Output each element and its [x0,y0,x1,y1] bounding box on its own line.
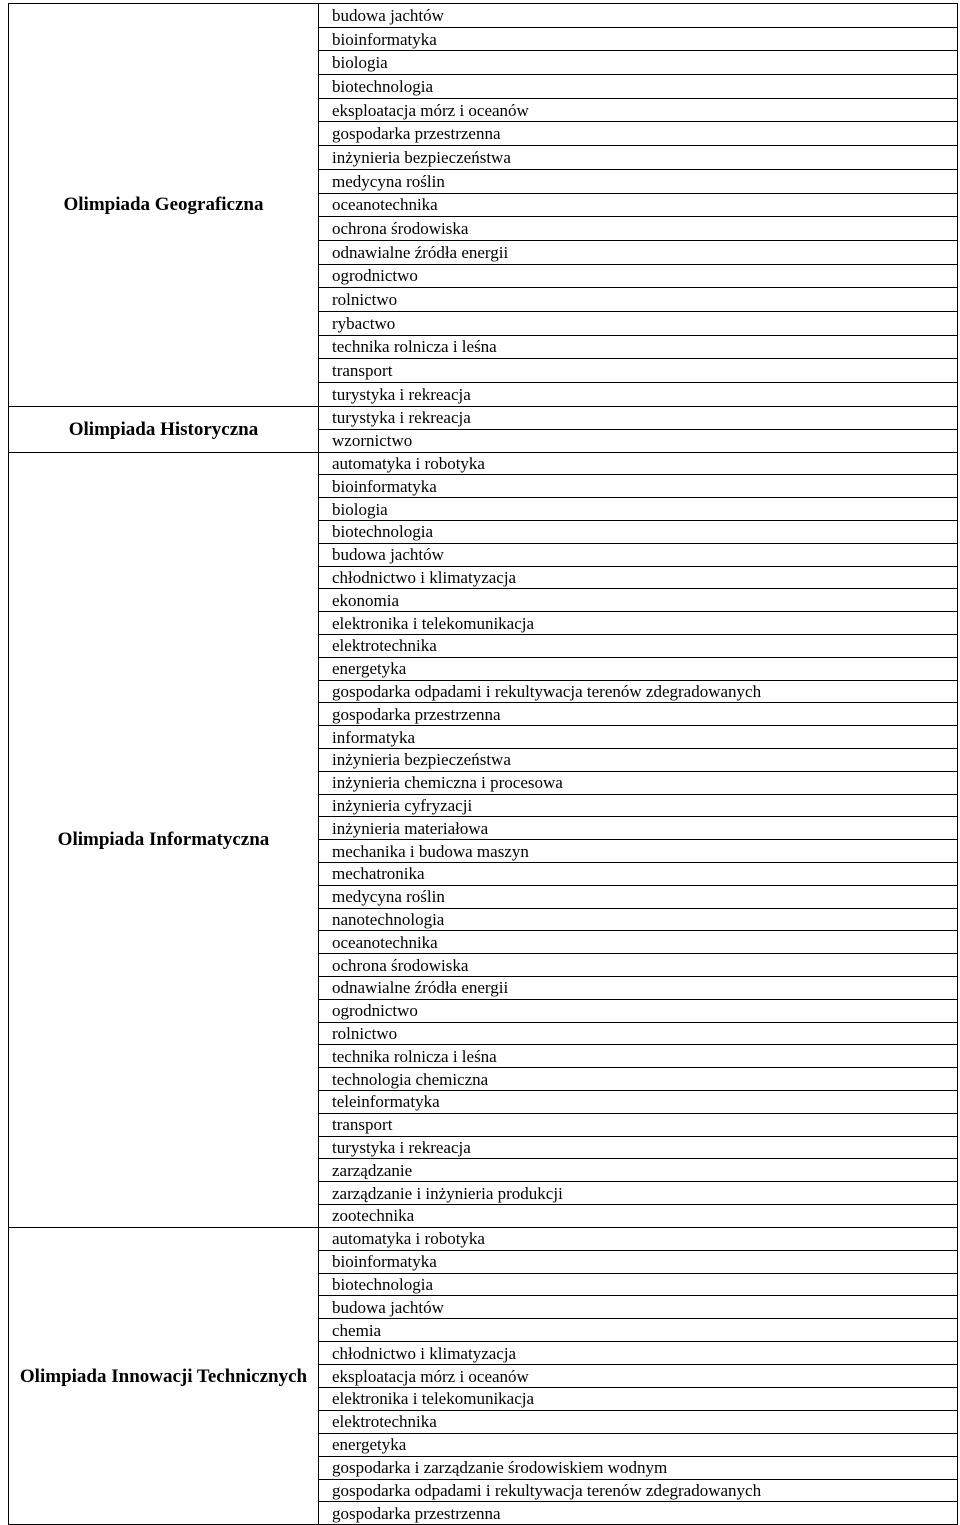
field-of-study: budowa jachtów [319,4,958,28]
field-of-study: turystyka i rekreacja [319,1136,958,1159]
field-of-study: zootechnika [319,1204,958,1227]
field-of-study: energetyka [319,1433,958,1456]
field-of-study: budowa jachtów [319,543,958,566]
field-of-study: teleinformatyka [319,1091,958,1114]
field-of-study: mechatronika [319,863,958,886]
field-of-study: odnawialne źródła energii [319,240,958,264]
field-of-study: zarządzanie i inżynieria produkcji [319,1182,958,1205]
field-of-study: bioinformatyka [319,1250,958,1273]
field-of-study: inżynieria bezpieczeństwa [319,146,958,170]
field-of-study: transport [319,1113,958,1136]
table-body [9,4,958,1525]
field-of-study: biotechnologia [319,1273,958,1296]
table-row [9,452,958,475]
table-row [9,406,958,429]
field-of-study: wzornictwo [319,429,958,452]
field-of-study: chłodnictwo i klimatyzacja [319,566,958,589]
field-of-study: chemia [319,1319,958,1342]
field-of-study: eksploatacja mórz i oceanów [319,98,958,122]
field-of-study: elektronika i telekomunikacja [319,612,958,635]
field-of-study: zarządzanie [319,1159,958,1182]
olympiad-name: Olimpiada Historyczna [9,406,319,452]
field-of-study: transport [319,359,958,383]
field-of-study: gospodarka przestrzenna [319,1502,958,1525]
field-of-study: gospodarka przestrzenna [319,122,958,146]
field-of-study: ogrodnictwo [319,999,958,1022]
field-of-study: mechanika i budowa maszyn [319,840,958,863]
field-of-study: biologia [319,51,958,75]
field-of-study: inżynieria bezpieczeństwa [319,749,958,772]
field-of-study: bioinformatyka [319,475,958,498]
field-of-study: eksploatacja mórz i oceanów [319,1365,958,1388]
field-of-study: automatyka i robotyka [319,452,958,475]
field-of-study: chłodnictwo i klimatyzacja [319,1342,958,1365]
field-of-study: budowa jachtów [319,1296,958,1319]
field-of-study: elektrotechnika [319,1410,958,1433]
olympiad-name: Olimpiada Informatyczna [9,452,319,1227]
field-of-study: ochrona środowiska [319,954,958,977]
field-of-study: ogrodnictwo [319,264,958,288]
field-of-study: informatyka [319,726,958,749]
field-of-study: inżynieria cyfryzacji [319,794,958,817]
field-of-study: technika rolnicza i leśna [319,1045,958,1068]
field-of-study: bioinformatyka [319,27,958,51]
table-row [9,1227,958,1250]
field-of-study: oceanotechnika [319,931,958,954]
field-of-study: energetyka [319,657,958,680]
field-of-study: turystyka i rekreacja [319,383,958,407]
field-of-study: rolnictwo [319,288,958,312]
field-of-study: technika rolnicza i leśna [319,335,958,359]
field-of-study: rolnictwo [319,1022,958,1045]
field-of-study: elektronika i telekomunikacja [319,1388,958,1411]
field-of-study: technologia chemiczna [319,1068,958,1091]
field-of-study: odnawialne źródła energii [319,977,958,1000]
field-of-study: oceanotechnika [319,193,958,217]
field-of-study: nanotechnologia [319,908,958,931]
field-of-study: gospodarka przestrzenna [319,703,958,726]
field-of-study: elektrotechnika [319,635,958,658]
field-of-study: inżynieria chemiczna i procesowa [319,771,958,794]
olympiad-name: Olimpiada Geograficzna [9,4,319,407]
field-of-study: ochrona środowiska [319,217,958,241]
field-of-study: gospodarka i zarządzanie środowiskiem wodnym [319,1456,958,1479]
field-of-study: inżynieria materiałowa [319,817,958,840]
field-of-study: medycyna roślin [319,885,958,908]
field-of-study: rybactwo [319,311,958,335]
field-of-study: biotechnologia [319,521,958,544]
field-of-study: biologia [319,498,958,521]
field-of-study: automatyka i robotyka [319,1227,958,1250]
field-of-study: ekonomia [319,589,958,612]
field-of-study: biotechnologia [319,75,958,99]
olympiad-fields-table [8,3,958,1525]
field-of-study: gospodarka odpadami i rekultywacja terenów zdegradowanych [319,1479,958,1502]
field-of-study: medycyna roślin [319,169,958,193]
field-of-study: turystyka i rekreacja [319,406,958,429]
olympiad-name: Olimpiada Innowacji Technicznych [9,1227,319,1525]
table-row [9,4,958,28]
field-of-study: gospodarka odpadami i rekultywacja terenów zdegradowanych [319,680,958,703]
